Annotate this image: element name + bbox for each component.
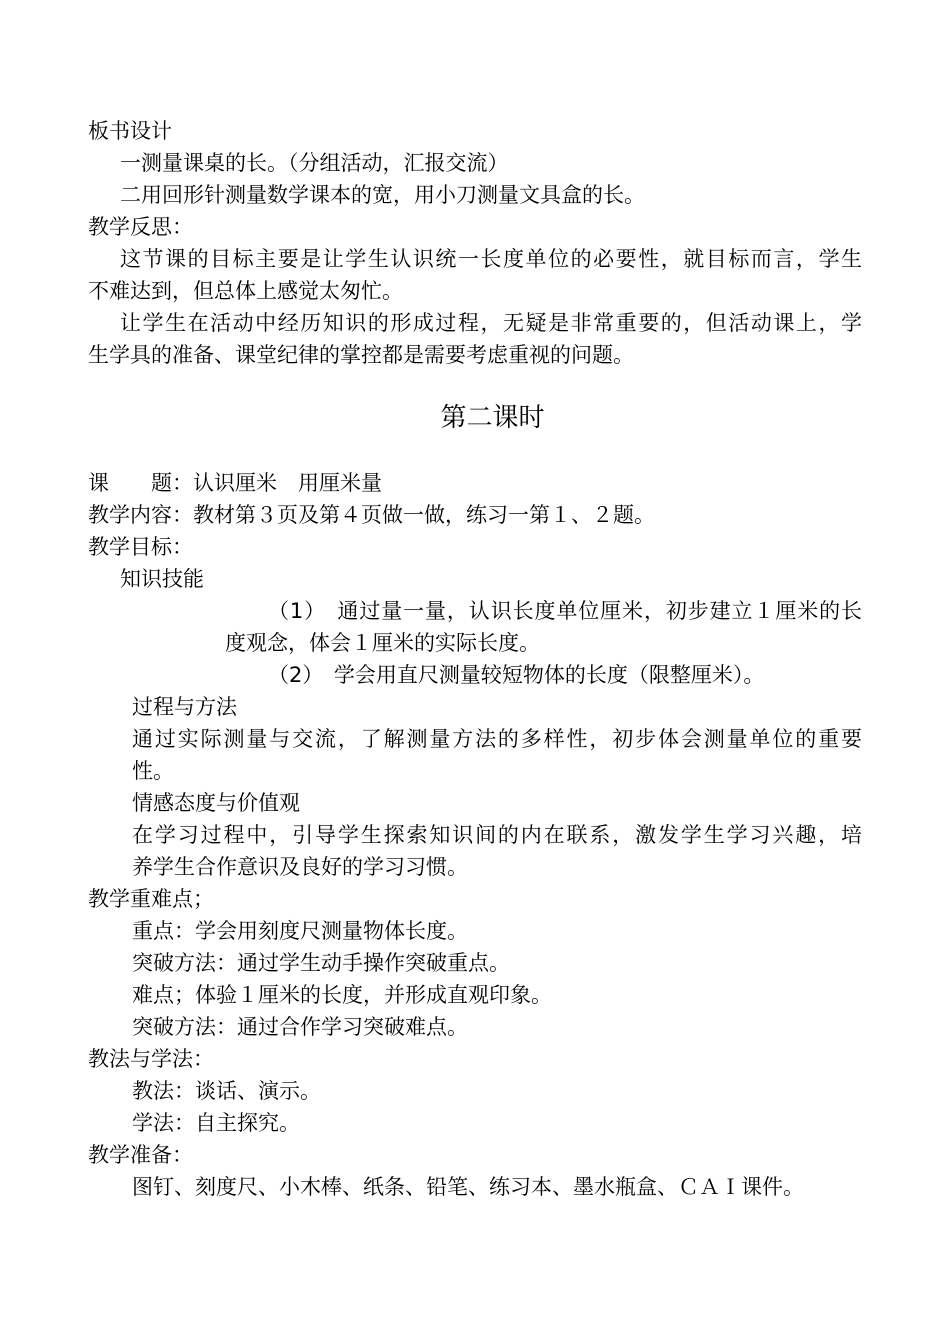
reflection-paragraph-1-line-2: 不难达到，但总体上感觉太匆忙。 [88, 279, 403, 303]
key-point-method: 突破方法：通过学生动手操作突破重点。 [132, 951, 510, 975]
preparation-items: 图钉、刻度尺、小木棒、纸条、铅笔、练习本、墨水瓶盒、ＣＡＩ课件。 [132, 1175, 804, 1199]
methods-heading: 教法与学法： [88, 1047, 214, 1071]
goal-2: （2） 学会用直尺测量较短物体的长度（限整厘米）。 [268, 663, 765, 687]
board-line-1: 一测量课桌的长。（分组活动，汇报交流） [120, 151, 509, 175]
knowledge-skills-heading: 知识技能 [120, 567, 204, 591]
emotion-line-2: 养学生合作意识及良好的学习习惯。 [132, 855, 468, 879]
key-difficult-heading: 教学重难点； [88, 887, 214, 911]
lesson-topic: 课 题：认识厘米 用厘米量 [88, 471, 382, 495]
difficult-point: 难点；体验１厘米的长度，并形成直观印象。 [132, 983, 552, 1007]
reflection-heading: 教学反思： [88, 215, 193, 239]
goal-1-line-1: （1） 通过量一量，认识长度单位厘米，初步建立１厘米的长 [268, 599, 862, 623]
lesson-title: 第二课时 [440, 403, 545, 433]
teaching-method: 教法：谈话、演示。 [132, 1079, 321, 1103]
teaching-goals-heading: 教学目标： [88, 535, 193, 559]
learning-method: 学法：自主探究。 [132, 1111, 300, 1135]
key-point: 重点：学会用刻度尺测量物体长度。 [132, 919, 468, 943]
process-line-2: 性。 [132, 759, 174, 783]
board-line-2: 二用回形针测量数学课本的宽，用小刀测量文具盒的长。 [120, 183, 645, 207]
process-method-heading: 过程与方法 [132, 695, 237, 719]
teaching-content: 教学内容：教材第３页及第４页做一做，练习一第１、２题。 [88, 503, 655, 527]
emotion-line-1: 在学习过程中，引导学生探索知识间的内在联系，激发学生学习兴趣，培 [132, 823, 862, 847]
goal-1-line-2: 度观念，体会１厘米的实际长度。 [225, 631, 540, 655]
preparation-heading: 教学准备： [88, 1143, 193, 1167]
emotion-values-heading: 情感态度与价值观 [132, 791, 300, 815]
board-design-heading: 板书设计 [88, 119, 172, 143]
reflection-paragraph-2-line-1: 让学生在活动中经历知识的形成过程，无疑是非常重要的，但活动课上，学 [120, 311, 862, 335]
difficult-point-method: 突破方法：通过合作学习突破难点。 [132, 1015, 468, 1039]
reflection-paragraph-1-line-1: 这节课的目标主要是让学生认识统一长度单位的必要性，就目标而言，学生 [120, 247, 862, 271]
reflection-paragraph-2-line-2: 生学具的准备、课堂纪律的掌控都是需要考虑重视的问题。 [88, 343, 634, 367]
process-line-1: 通过实际测量与交流，了解测量方法的多样性，初步体会测量单位的重要 [132, 727, 862, 751]
